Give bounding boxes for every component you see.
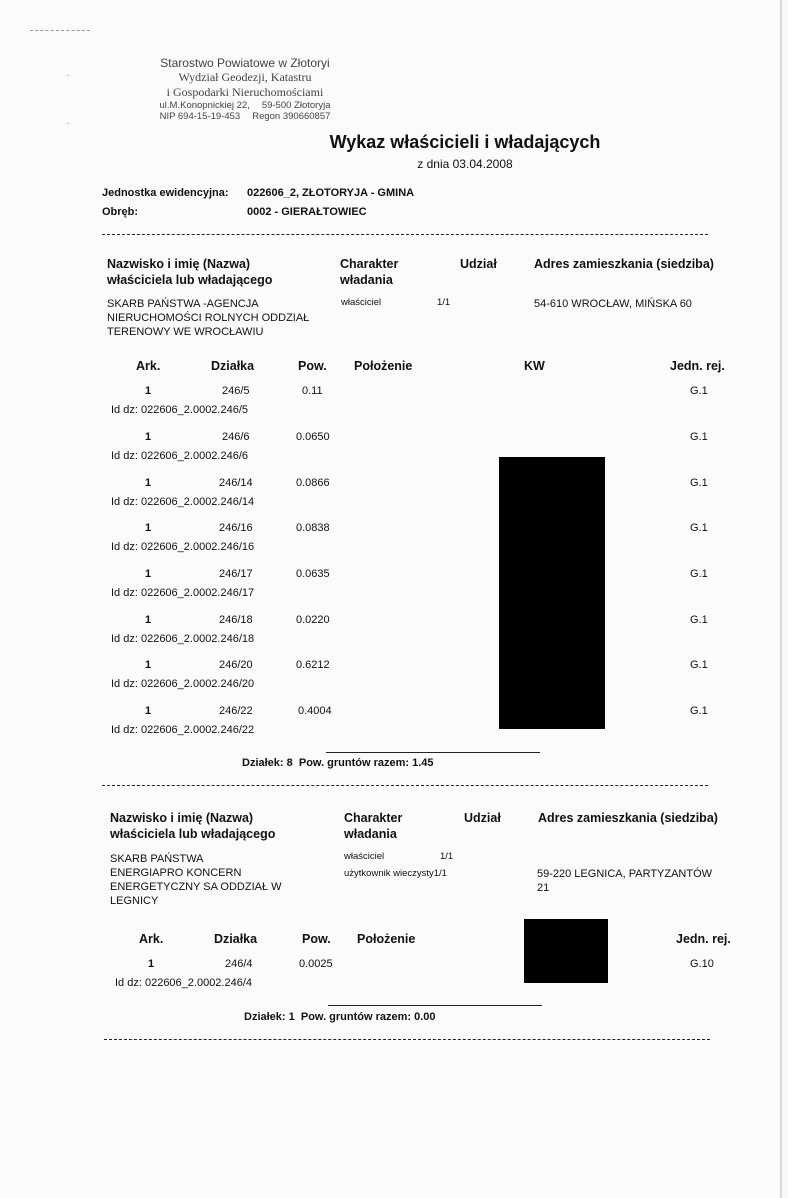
reg-unit-header: Jedn. rej. <box>670 359 725 373</box>
ownership-share: 1/1 <box>437 297 451 308</box>
scan-mark: · <box>66 118 70 129</box>
owner-name-line: NIERUCHOMOŚCI ROLNYCH ODDZIAŁ <box>107 312 310 324</box>
address-line: 59-220 LEGNICA, PARTYZANTÓW <box>537 868 713 880</box>
reg-unit-header: Jedn. rej. <box>676 932 731 946</box>
scan-mark: · <box>66 70 70 81</box>
parcel-id: Id dz: 022606_2.0002.246/5 <box>111 404 249 416</box>
parcel-reg-unit: G.1 <box>690 705 708 717</box>
header-line: Nazwisko i imię (Nazwa) <box>110 811 254 825</box>
header-line: właściciela lub władającego <box>107 273 273 287</box>
owner-address <box>537 867 712 895</box>
stamp-regon: Regon 390660857 <box>252 111 331 122</box>
parcel-number: 246/14 <box>219 477 253 489</box>
location-header: Położenie <box>354 359 413 373</box>
parcel-header: Działka <box>214 932 258 946</box>
section-summary: Działek: 8 Pow. gruntów razem: 1.45 <box>242 757 434 769</box>
parcel-number: 246/17 <box>219 568 253 580</box>
owner-name-header <box>110 810 275 842</box>
parcel-area: 0.6212 <box>296 659 330 671</box>
address-line: 21 <box>537 882 550 894</box>
ark-header: Ark. <box>139 932 164 946</box>
divider <box>102 785 708 786</box>
parcel-ark: 1 <box>145 659 152 671</box>
parcel-id: Id dz: 022606_2.0002.246/14 <box>111 496 255 508</box>
summary-line <box>326 752 540 753</box>
owner-name-line: SKARB PAŃSTWA <box>110 853 204 865</box>
header-line: władania <box>344 827 397 841</box>
owner-name-line: SKARB PAŃSTWA -AGENCJA <box>107 298 259 310</box>
parcel-id: Id dz: 022606_2.0002.246/16 <box>111 541 255 553</box>
precinct-value: 0002 - GIERAŁTOWIEC <box>247 206 367 218</box>
summary-line <box>328 1005 542 1006</box>
owner-name <box>110 852 282 908</box>
document-title: Wykaz właścicieli i władających <box>329 132 601 152</box>
address-header: Adres zamieszkania (siedziba) <box>538 811 718 825</box>
parcel-ark: 1 <box>145 568 152 580</box>
parcel-number: 246/4 <box>225 958 253 970</box>
parcel-ark: 1 <box>145 614 152 626</box>
owner-name-header <box>107 256 272 288</box>
parcel-reg-unit: G.1 <box>690 568 708 580</box>
parcel-area: 0.0838 <box>296 522 330 534</box>
parcel-header: Działka <box>211 359 255 373</box>
owner-name-line: TERENOWY WE WROCŁAWIU <box>107 326 264 338</box>
stamp-city: 59-500 Złotoryja <box>261 100 331 111</box>
parcel-id: Id dz: 022606_2.0002.246/17 <box>111 587 255 599</box>
kw-header: KW <box>524 359 545 373</box>
parcel-number: 246/16 <box>219 522 253 534</box>
divider <box>102 234 708 235</box>
parcel-reg-unit: G.1 <box>690 614 708 626</box>
redaction-block <box>499 457 605 729</box>
location-header: Położenie <box>357 932 416 946</box>
parcel-ark: 1 <box>145 705 152 717</box>
scan-mark <box>30 30 90 31</box>
stamp-line: Wydział Geodezji, Katastru <box>178 70 312 84</box>
character-header <box>344 810 402 842</box>
divider <box>104 1039 710 1040</box>
parcel-number: 246/20 <box>219 659 253 671</box>
parcel-id: Id dz: 022606_2.0002.246/6 <box>111 450 249 462</box>
parcel-reg-unit: G.1 <box>690 431 708 443</box>
ownership-share: 1/1 <box>440 851 454 862</box>
unit-label: Jednostka ewidencyjna: <box>102 187 229 199</box>
parcel-ark: 1 <box>145 522 152 534</box>
ownership-character: właściciel <box>344 851 385 862</box>
parcel-area: 0.0866 <box>296 477 330 489</box>
stamp-nip: NIP 694-15-19-453 <box>159 111 241 122</box>
parcel-reg-unit: G.1 <box>690 385 708 397</box>
parcel-id: Id dz: 022606_2.0002.246/18 <box>111 633 255 645</box>
parcel-reg-unit: G.1 <box>690 522 708 534</box>
parcel-area: 0.0650 <box>296 431 330 443</box>
ownership-character: użytkownik wieczysty1/1 <box>344 868 447 879</box>
owner-name <box>107 297 309 339</box>
parcel-id: Id dz: 022606_2.0002.246/4 <box>115 977 253 989</box>
parcel-ark: 1 <box>148 958 155 970</box>
owner-name-line: ENERGIAPRO KONCERN <box>110 867 242 879</box>
unit-value: 022606_2, ZŁOTORYJA - GMINA <box>247 187 415 199</box>
section-summary: Działek: 1 Pow. gruntów razem: 0.00 <box>244 1011 436 1023</box>
owner-address: 54-610 WROCŁAW, MIŃSKA 60 <box>534 298 692 310</box>
ark-header: Ark. <box>136 359 161 373</box>
precinct-label: Obręb: <box>102 206 139 218</box>
parcel-number: 246/5 <box>222 385 250 397</box>
character-header <box>340 256 398 288</box>
parcel-number: 246/6 <box>222 431 250 443</box>
parcel-area: 0.0025 <box>299 958 333 970</box>
stamp-street: ul.M.Konopnickiej 22, <box>159 100 250 111</box>
parcel-id: Id dz: 022606_2.0002.246/22 <box>111 724 255 736</box>
header-line: Charakter <box>340 257 399 271</box>
office-stamp <box>110 56 380 122</box>
share-header: Udział <box>460 257 497 271</box>
parcel-reg-unit: G.1 <box>690 659 708 671</box>
header-line: Nazwisko i imię (Nazwa) <box>107 257 251 271</box>
area-header: Pow. <box>298 359 327 373</box>
parcel-id: Id dz: 022606_2.0002.246/20 <box>111 678 255 690</box>
parcel-ark: 1 <box>145 431 152 443</box>
parcel-area: 0.11 <box>302 385 323 397</box>
parcel-reg-unit: G.10 <box>690 958 714 970</box>
parcel-area: 0.0635 <box>296 568 330 580</box>
ownership-character: właściciel <box>341 297 382 308</box>
parcel-ark: 1 <box>145 477 152 489</box>
parcel-ark: 1 <box>145 385 152 397</box>
header-line: właściciela lub władającego <box>110 827 276 841</box>
parcel-number: 246/18 <box>219 614 253 626</box>
owner-name-line: LEGNICY <box>110 895 159 907</box>
header-line: Charakter <box>344 811 403 825</box>
stamp-line: Starostwo Powiatowe w Złotoryi <box>160 56 330 70</box>
parcel-number: 246/22 <box>219 705 253 717</box>
share-header: Udział <box>464 811 501 825</box>
redaction-block <box>524 919 608 983</box>
owner-name-line: ENERGETYCZNY SA ODDZIAŁ W <box>110 881 282 893</box>
address-header: Adres zamieszkania (siedziba) <box>534 257 714 271</box>
stamp-line: i Gospodarki Nieruchomościami <box>166 85 324 99</box>
parcel-area: 0.4004 <box>298 705 332 717</box>
area-header: Pow. <box>302 932 331 946</box>
stamp-address <box>110 100 380 111</box>
parcel-reg-unit: G.1 <box>690 477 708 489</box>
header-line: władania <box>340 273 393 287</box>
document-date: z dnia 03.04.2008 <box>417 157 513 171</box>
stamp-ids <box>110 111 380 122</box>
parcel-area: 0.0220 <box>296 614 330 626</box>
